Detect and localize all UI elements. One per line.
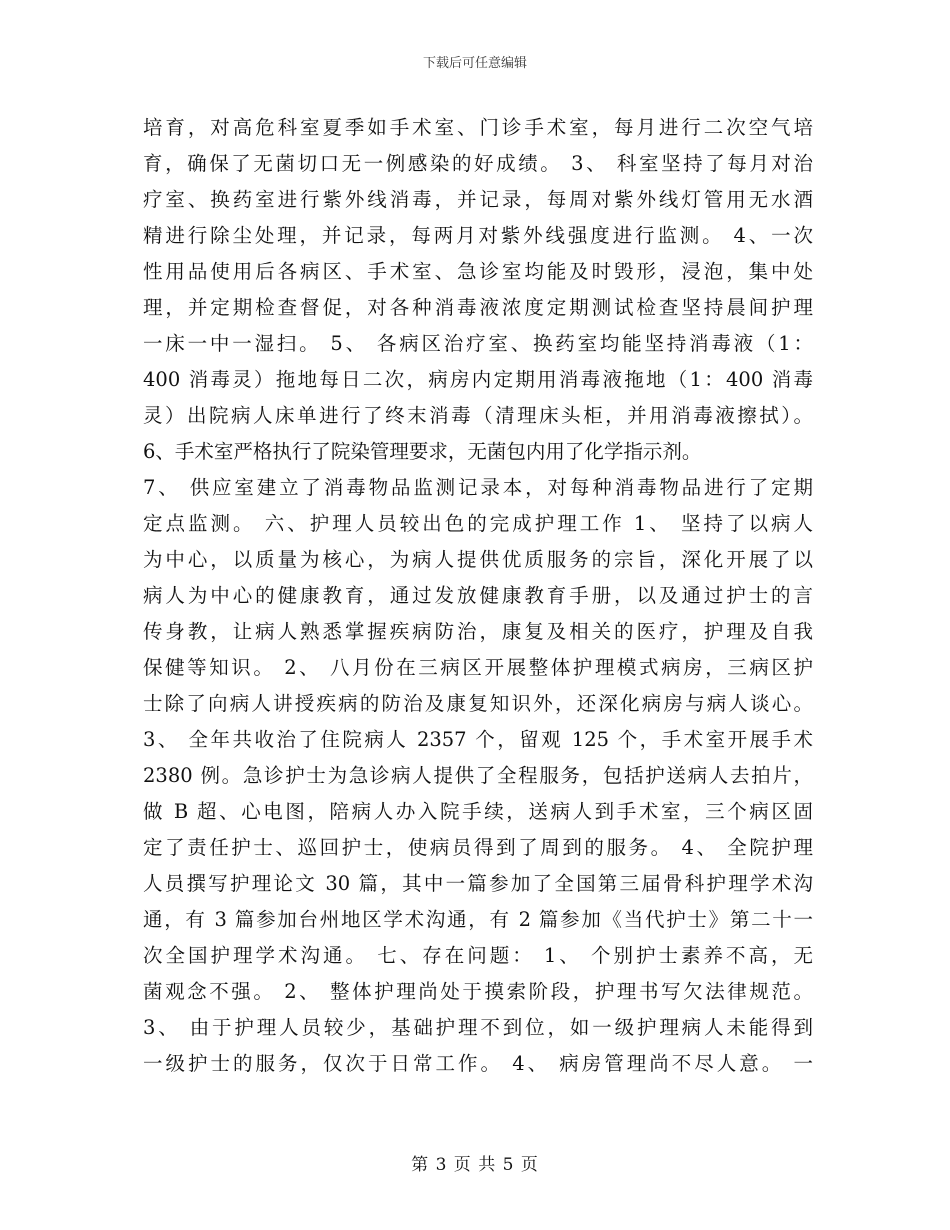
body-line: 为中心，以质量为核心，为病人提供优质服务的宗旨，深化开展了以 xyxy=(143,548,813,571)
body-line: 次全国护理学术沟通。 七、存在问题： 1、 个别护士素养不高，无 xyxy=(143,944,813,967)
body-line: 2380 例。急诊护士为急诊病人提供了全程服务，包括护送病人去拍片， xyxy=(143,764,813,787)
body-line: 定了责任护士、巡回护士，使病员得到了周到的服务。 4、 全院护理 xyxy=(143,836,813,859)
body-line: 培育，对高危科室夏季如手术室、门诊手术室，每月进行二次空气培 xyxy=(143,116,813,139)
body-line: 理，并定期检查督促，对各种消毒液浓度定期测试检查坚持晨间护理 xyxy=(143,296,813,319)
page-number: 第 3 页 共 5 页 xyxy=(411,1155,539,1175)
body-line: 精进行除尘处理，并记录，每两月对紫外线强度进行监测。 4、一次 xyxy=(143,224,813,247)
body-line: 一床一中一湿扫。 5、 各病区治疗室、换药室均能坚持消毒液（1： xyxy=(143,332,813,355)
body-line: 3、 由于护理人员较少，基础护理不到位，如一级护理病人未能得到 xyxy=(143,1016,813,1039)
body-line: 一级护士的服务，仅次于日常工作。 4、 病房管理尚不尽人意。 一 xyxy=(143,1052,813,1075)
page-header: 下载后可任意编辑 xyxy=(422,56,527,71)
body-line: 传身教，让病人熟悉掌握疾病防治，康复及相关的医疗，护理及自我 xyxy=(143,620,813,643)
body-line: 菌观念不强。 2、 整体护理尚处于摸索阶段，护理书写欠法律规范。 xyxy=(143,980,813,1003)
body-line: 400 消毒灵）拖地每日二次，病房内定期用消毒液拖地（1：400 消毒 xyxy=(143,368,813,391)
body-line: 定点监测。 六、护理人员较出色的完成护理工作 1、 坚持了以病人 xyxy=(143,512,813,535)
document-body xyxy=(143,110,813,1082)
body-line: 6、手术室严格执行了院染管理要求，无菌包内用了化学指示剂。 xyxy=(143,440,702,463)
body-line: 性用品使用后各病区、手术室、急诊室均能及时毁形，浸泡，集中处 xyxy=(143,260,813,283)
body-line: 做 B 超、心电图，陪病人办入院手续，送病人到手术室，三个病区固 xyxy=(143,800,813,823)
body-line: 育，确保了无菌切口无一例感染的好成绩。 3、 科室坚持了每月对治 xyxy=(143,152,813,175)
body-line: 7、 供应室建立了消毒物品监测记录本，对每种消毒物品进行了定期 xyxy=(143,476,813,499)
body-line: 病人为中心的健康教育，通过发放健康教育手册，以及通过护士的言 xyxy=(143,584,813,607)
body-line: 通，有 3 篇参加台州地区学术沟通，有 2 篇参加《当代护士》第二十一 xyxy=(143,908,813,931)
body-line: 士除了向病人讲授疾病的防治及康复知识外，还深化病房与病人谈心。 xyxy=(143,692,813,715)
body-line: 保健等知识。 2、 八月份在三病区开展整体护理模式病房，三病区护 xyxy=(143,656,813,679)
body-line: 3、 全年共收治了住院病人 2357 个，留观 125 个，手术室开展手术 xyxy=(143,728,813,751)
body-line: 人员撰写护理论文 30 篇，其中一篇参加了全国第三届骨科护理学术沟 xyxy=(143,872,813,895)
body-line: 疗室、换药室进行紫外线消毒，并记录，每周对紫外线灯管用无水酒 xyxy=(143,188,813,211)
body-line: 灵）出院病人床单进行了终末消毒（清理床头柜，并用消毒液擦拭）。 xyxy=(143,404,813,427)
